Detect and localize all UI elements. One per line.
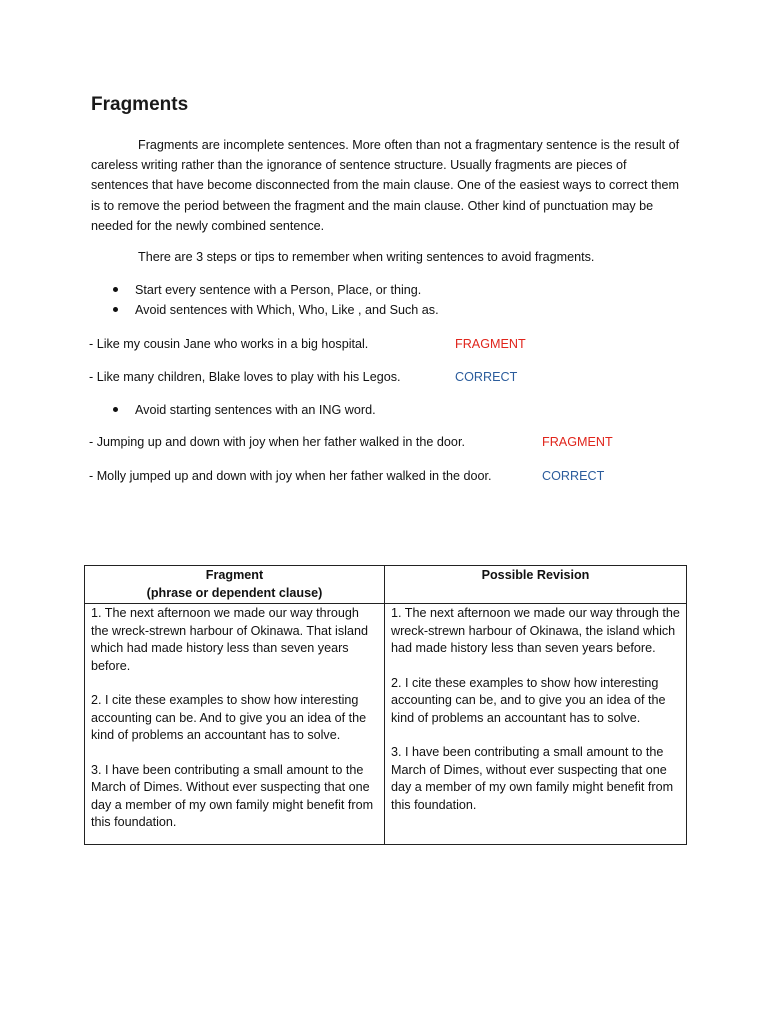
revision-example: 3. I have been contributing a small amount to the March of Dimes, without ever suspecting that one day a member of my own family might benefit from this foundation. — [391, 745, 674, 812]
list-item — [113, 300, 439, 320]
bullet-icon — [113, 307, 118, 312]
revision-example: 1. The next afternoon we made our way through the wreck-strewn harbour of Okinawa, the island which had made history less than seven years before. — [391, 606, 680, 655]
tips-list-second — [113, 400, 376, 420]
example-sentence: - Molly jumped up and down with joy when her father walked in the door. — [89, 469, 492, 483]
tip-text: Avoid sentences with Which, Who, Like , and Such as. — [135, 303, 439, 317]
fragment-example: 3. I have been contributing a small amount to the March of Dimes. Without ever suspecting that one day a member of my own family might benefit from this foundation. — [91, 762, 374, 829]
fragment-label: FRAGMENT — [455, 337, 526, 351]
table-row — [85, 604, 687, 845]
tip-text: Start every sentence with a Person, Place, or thing. — [135, 283, 422, 297]
revision-cell — [385, 604, 687, 845]
fragment-label: FRAGMENT — [542, 435, 613, 449]
tip-text: Avoid starting sentences with an ING word. — [135, 403, 376, 417]
intro-paragraph — [91, 135, 681, 236]
revision-table — [84, 565, 687, 845]
example-sentence: - Like my cousin Jane who works in a big hospital. — [89, 337, 369, 351]
list-item — [113, 280, 439, 300]
page-title: Fragments — [91, 94, 189, 115]
correct-label: CORRECT — [542, 469, 605, 483]
tips-list-first — [113, 280, 439, 320]
table-header-row — [85, 566, 687, 604]
tips-intro: There are 3 steps or tips to remember when writing sentences to avoid fragments. — [138, 250, 595, 264]
list-item — [113, 400, 376, 420]
revision-example: 2. I cite these examples to show how interesting accounting can be, and to give you an idea of the kind of problems an accountant has to solve. — [391, 675, 666, 725]
bullet-icon — [113, 287, 118, 292]
fragment-header-label: Fragment — [205, 568, 264, 582]
fragment-header-sublabel: (phrase or dependent clause) — [146, 585, 323, 600]
example-sentence: - Jumping up and down with joy when her father walked in the door. — [89, 435, 465, 449]
correct-label: CORRECT — [455, 370, 518, 384]
example-sentence: - Like many children, Blake loves to play with his Legos. — [89, 370, 401, 384]
fragment-column-header — [85, 566, 385, 604]
bullet-icon — [113, 407, 118, 412]
fragment-cell — [85, 604, 385, 845]
intro-paragraph-text: Fragments are incomplete sentences. More often than not a fragmentary sentence is the result of careless writing rather than the ignorance of sentence structure. Usually fragments are pieces of sentences that have become disconnected from the main clause. One of the easiest ways to correct them is to remove the period between the fragment and the main clause. Other kind of punctuation may be needed for the newly combined sentence. — [91, 138, 680, 233]
revision-column-header: Possible Revision — [385, 566, 687, 604]
fragment-example: 1. The next afternoon we made our way through the wreck-strewn harbour of Okinawa. That island which had made history less than seven years before. — [91, 606, 368, 673]
fragment-example: 2. I cite these examples to show how interesting accounting can be. And to give you an idea of the kind of problems an accountant has to solve. — [91, 693, 367, 742]
